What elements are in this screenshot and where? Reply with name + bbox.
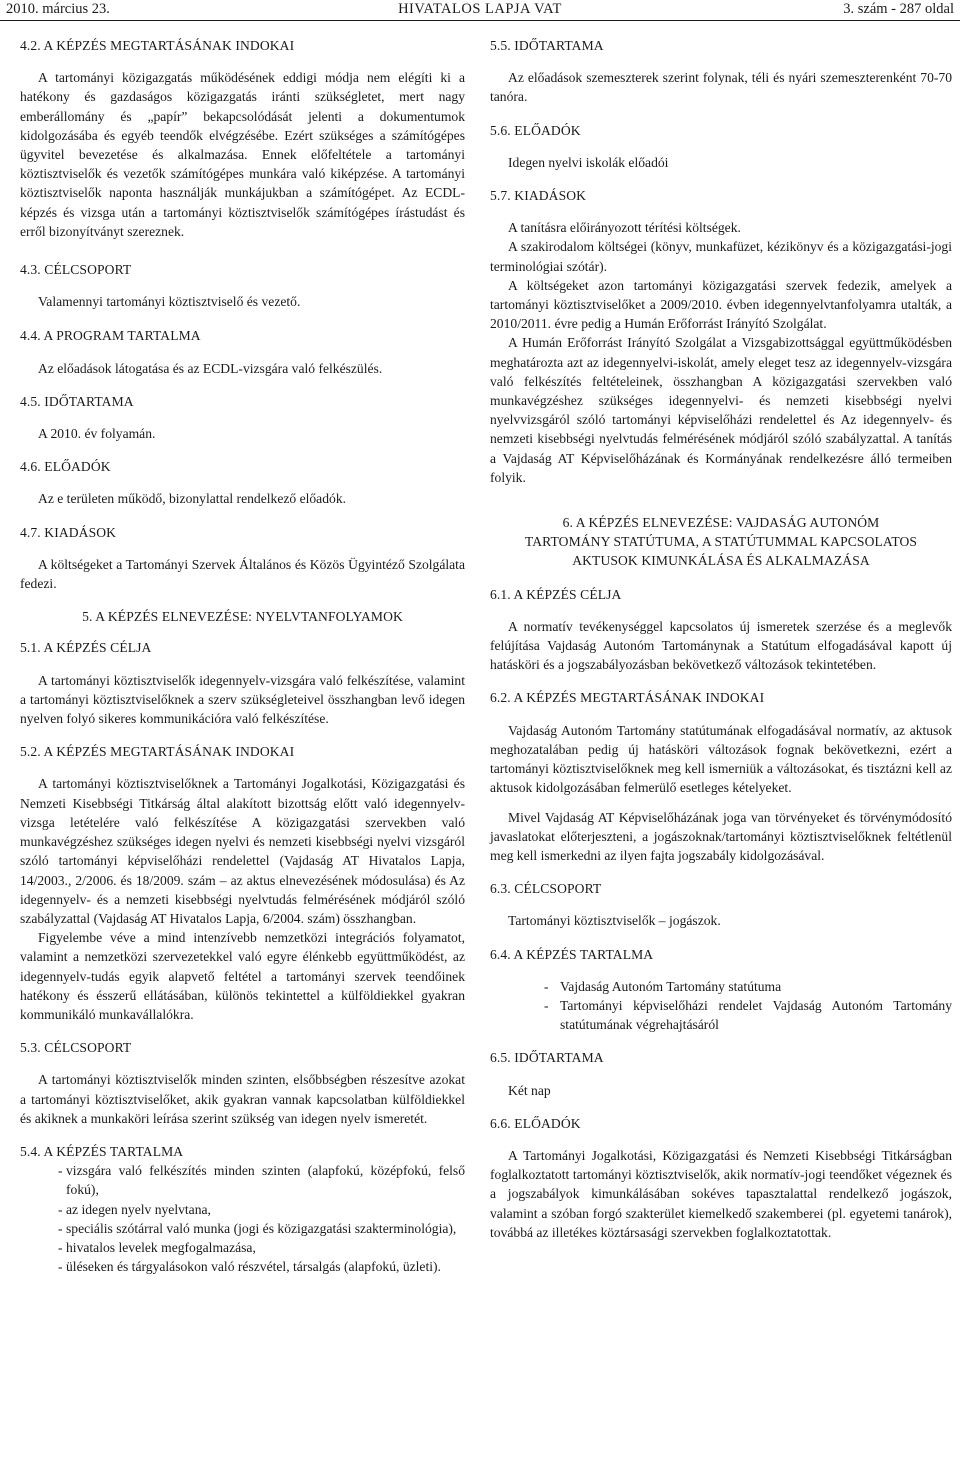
- heading-6-6: 6.6. ELŐADÓK: [490, 1115, 581, 1131]
- heading-4-3: 4.3. CÉLCSOPORT: [20, 262, 132, 278]
- heading-6-4: 6.4. A KÉPZÉS TARTALMA: [490, 946, 654, 962]
- list-5-4: [20, 1161, 465, 1276]
- heading-5-6: 5.6. ELŐADÓK: [490, 122, 581, 138]
- paragraph-6-2b: Mivel Vajdaság AT Képviselőházának joga van törvényeket és törvénymódosító javaslatokat előterjeszteni, a jogászoknak/tartományi köztisztviselőknek feltétlenül meg kell ismerkedni az ilyen fajta jogszabály kidolgozásával.: [490, 809, 952, 863]
- heading-6-1: 6.1. A KÉPZÉS CÉLJA: [490, 586, 622, 602]
- header-page-number: 3. szám - 287 oldal: [843, 1, 954, 17]
- list-item: - vizsgára való felkészítés minden szinten (alapfokú, középfokú, felső fokú),: [20, 1161, 465, 1199]
- paragraph-4-5: A 2010. év folyamán.: [38, 426, 156, 442]
- left-column: [20, 36, 465, 1276]
- list-item: - Vajdaság Autonóm Tartomány statútuma: [490, 977, 952, 996]
- paragraph-5-2a: A tartományi köztisztviselőknek a Tartományi Jogalkotási, Közigazgatási és Nemzeti Kisebbségi Titkárság által alakított bizottság előtt való idegennyelv-vizsga letételére való felkészítése A közigazgatási szervekben való munkavégzéshez szükséges idegen nyelvi és nemzeti kisebbségi nyelvi vizsgáról szóló tartományi képviselőházi rendelettel (Vajdaság AT Hivatalos Lapja, 14/2003., 2/2006. és 18/2009. szám – az aktus elnevezésének módosulása) és Az idegennyelv- és a nemzeti kisebbségi nyelvtudás felmérésének módjáról szóló szabályzattal (Vajdaság AT Hivatalos Lapja, 6/2004. szám) összhangban.: [20, 776, 465, 926]
- page-header: [0, 0, 960, 22]
- paragraph-6-1: A normatív tevékenységgel kapcsolatos új ismeretek szerzése és a meglevők felújítása Vajdaság Autonóm Tartománynak a Statútum elfogadásával kapott új hatásköri és a jogszabályozásban bekövetkező változások tekintetében.: [490, 618, 952, 673]
- heading-6-2: 6.2. A KÉPZÉS MEGTARTÁSÁNAK INDOKAI: [490, 690, 765, 706]
- paragraph-5-2b: Figyelembe véve a mind intenzívebb nemzetközi integrációs folyamatot, valamint a nemzetközi szervezetekkel való egyre élénkebb együttműködést, az idegennyelv-tudás egyik alapvető feltétel a tartományi szervek teendőinek hatékony és ésszerű ellátásában, különös tekintettel a külföldiekkel gyakran kommunikáló munkavállalókra.: [20, 930, 465, 1022]
- paragraph-5-1: A tartományi köztisztviselők idegennyelv-vizsgára való felkészítése, valamint a tartományi köztisztviselőknek a szerv szükségleteivel összhangban levő idegen nyelven folyó sikeres kommunikációra való felkészítése.: [20, 672, 465, 727]
- heading-6-3: 6.3. CÉLCSOPORT: [490, 881, 602, 897]
- heading-4-7: 4.7. KIADÁSOK: [20, 524, 117, 540]
- paragraph-5-3: A tartományi köztisztviselők minden szinten, elsőbbségben részesítve azokat a tartományi köztisztviselőket, akik gyakran vannak kapcsolatban külföldiekkel és akiknek a munkaköri leírása szerint szükség van idegen nyelv ismeretét.: [20, 1072, 465, 1126]
- heading-5-7: 5.7. KIADÁSOK: [490, 188, 587, 204]
- heading-5-2: 5.2. A KÉPZÉS MEGTARTÁSÁNAK INDOKAI: [20, 744, 295, 760]
- paragraph-5-6: Idegen nyelvi iskolák előadói: [508, 154, 669, 170]
- heading-5-5: 5.5. IDŐTARTAMA: [490, 38, 604, 53]
- paragraph-6-6: A Tartományi Jogalkotási, Közigazgatási és Nemzeti Kisebbségi Titkárságban foglalkoztatott tartományi köztisztviselők, akik normatív-jogi teendőket végeznek és a jogszabályok kimunkálásában sokéves tapasztalattal rendelkező jogászok, valamint a szóban forgó szakterület kiemelkedő szakemberei (pl. egyetemi tanárok), továbbá az illetékes köztársasági szervekben foglalkoztatottak.: [490, 1147, 952, 1240]
- heading-5-3: 5.3. CÉLCSOPORT: [20, 1040, 132, 1056]
- paragraph-5-7a: A tanításra előirányozott térítési költségek.: [508, 220, 741, 236]
- paragraph-4-4: Az előadások látogatása és az ECDL-vizsgára való felkészülés.: [38, 360, 383, 376]
- paragraph-6-2a: Vajdaság Autonóm Tartomány statútumának elfogadásával normatív, az aktusok meghozatalában pedig új hatásköri változások fognak bekövetkezni, ezért a tartományi köztisztviselőknek meg kell ismerniük a változásokat, és tisztázni kell az aktusok kidolgozásában felmerülő esetleges kételyeket.: [490, 722, 952, 796]
- heading-6: [490, 513, 952, 571]
- list-6-4: [490, 977, 952, 1035]
- heading-6-line: 6. A KÉPZÉS ELNEVEZÉSE: VAJDASÁG AUTONÓM: [562, 515, 880, 531]
- heading-6-5: 6.5. IDŐTARTAMA: [490, 1050, 604, 1066]
- list-item: - hivatalos levelek megfogalmazása,: [20, 1238, 465, 1257]
- paragraph-6-3: Tartományi köztisztviselők – jogászok.: [508, 913, 721, 929]
- heading-6-line: TARTOMÁNY STATÚTUMA, A STATÚTUMMAL KAPCSOLATOS: [524, 534, 918, 550]
- list-item: - az idegen nyelv nyelvtana,: [20, 1200, 465, 1219]
- header-title: HIVATALOS LAPJA VAT: [398, 1, 562, 17]
- paragraph-5-5: Az előadások szemeszterek szerint folynak, téli és nyári szemeszterenként 70-70 tanóra.: [490, 70, 952, 105]
- heading-4-6: 4.6. ELŐADÓK: [20, 459, 111, 475]
- heading-4-4: 4.4. A PROGRAM TARTALMA: [20, 328, 201, 344]
- heading-5-4: 5.4. A KÉPZÉS TARTALMA: [20, 1143, 184, 1159]
- header-rule: [0, 20, 960, 21]
- paragraph-4-6: Az e területen működő, bizonylattal rendelkező előadók.: [38, 491, 347, 507]
- heading-5: 5. A KÉPZÉS ELNEVEZÉSE: NYELVTANFOLYAMOK: [82, 609, 403, 625]
- heading-4-5: 4.5. IDŐTARTAMA: [20, 393, 134, 409]
- right-column: [490, 36, 952, 1242]
- list-item: - Tartományi képviselőházi rendelet Vajdaság Autonóm Tartomány statútumának végrehajtásáról: [490, 996, 952, 1034]
- list-item: - üléseken és tárgyalásokon való részvétel, társalgás (alapfokú, üzleti).: [20, 1257, 465, 1276]
- list-item: - speciális szótárral való munka (jogi és közigazgatási szakterminológia),: [20, 1219, 465, 1238]
- paragraph-5-7b: A szakirodalom költségei (könyv, munkafüzet, kézikönyv és a közigazgatási-jogi terminológiai szótár).: [490, 239, 952, 274]
- paragraph-5-7c: A költségeket azon tartományi közigazgatási szervek fedezik, amelyek a tartományi köztisztviselőket a 2009/2010. évben idegennyelvtanfolyamra utalták, a 2010/2011. évre pedig a Humán Erőforrást Irányító Szolgálat.: [490, 277, 952, 332]
- paragraph-5-7d: A Humán Erőforrást Irányító Szolgálat a Vizsgabizottsággal együttműködésben meghatározta azt az idegennyelvi-iskolát, amely eleget tesz az idegennyelv-vizsgára való felkészítés feltételeinek, összhangban A közigazgatási szervekben való munkavégzéshez szükséges idegennyelvi- és nemzeti kisebbségi nyelvi nyelvvizsgáról szóló tartományi képviselőházi rendelettel és Az idegennyelv- és nemzeti kisebbségi nyelvtudás felmérésének módjáról szóló szabályzattal. A tanítás a Vajdaság AT Képviselőházának és Kormányának rendelkezésre álló termeiben folyik.: [490, 335, 952, 485]
- paragraph-4-7: A költségeket a Tartományi Szervek Általános és Közös Ügyintéző Szolgálata fedezi.: [20, 556, 465, 592]
- heading-5-1: 5.1. A KÉPZÉS CÉLJA: [20, 640, 152, 656]
- header-date: 2010. március 23.: [6, 1, 110, 17]
- heading-6-line: AKTUSOK KIMUNKÁLÁSA ÉS ALKALMAZÁSA: [572, 553, 870, 569]
- paragraph-6-5: Két nap: [508, 1082, 551, 1098]
- paragraph-4-3: Valamennyi tartományi köztisztviselő és vezető.: [38, 294, 301, 310]
- heading-4-2: 4.2. A KÉPZÉS MEGTARTÁSÁNAK INDOKAI: [20, 38, 295, 53]
- paragraph-4-2: A tartományi közigazgatás működésének eddigi módja nem elégíti ki a hatékony és gazdaságos közigazgatás iránti szükségletet, mert nagy emberállomány és „papír” bekapcsolódását jelenti a dokumentumok kidolgozásába és egyéb teendők elvégzésébe. Ezért szükséges a számítógépes ügyvitel bevezetése és alkalmazása. Ennek előfeltétele a tartományi köztisztviselők és vezetők számítógépes munkára való kiképzése. A tartományi köztisztviselők naponta használják munkájukban a számítógépet. Az ECDL-képzés és vizsga után a tartományi köztisztviselők számítógépes írástudást és erről bizonyítványt szereznek.: [20, 70, 465, 239]
